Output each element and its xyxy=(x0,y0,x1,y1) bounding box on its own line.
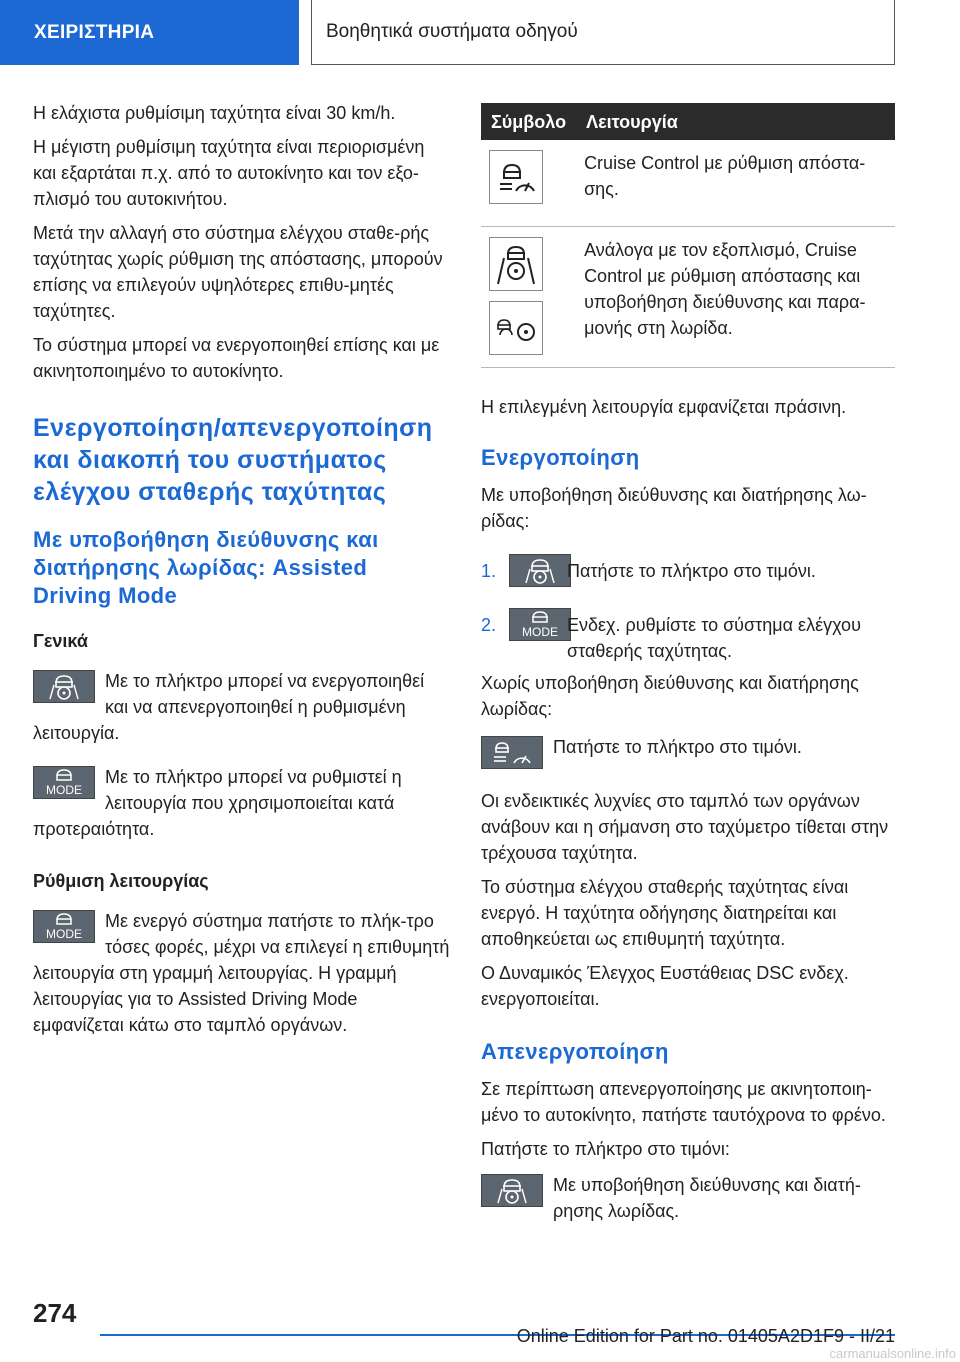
general-text-2: Με το πλήκτρο μπορεί να ρυθμιστεί η λειτουργία που χρησιμοποιείται κατά προτεραιότητα. xyxy=(33,767,402,839)
paragraph: Πατήστε το πλήκτρο στο τιμόνι: xyxy=(481,1139,730,1159)
cruise-control-distance-icon xyxy=(489,150,543,204)
left-column xyxy=(33,100,451,1046)
list-item xyxy=(481,554,895,590)
section-heading: Ενεργοποίηση/απενεργοποίηση και διακοπή του συστήματος ελέγχου σταθερής ταχύτητας xyxy=(33,414,433,506)
table-header-function: Λειτουργία xyxy=(576,103,895,140)
setting-item xyxy=(33,908,451,1038)
table-cell: Ανάλογα με τον εξοπλισμό, Cruise Control με ρύθμιση απόστασης και υποβοήθηση διεύθυνσης και παρα-μονής στη λωρίδα. xyxy=(576,227,895,368)
heading-deactivation: Απενεργοποίηση xyxy=(481,1039,669,1064)
paragraph: Με υποβοήθηση διεύθυνσης και διατήρησης λω-ρίδας: xyxy=(481,485,867,531)
general-item-2 xyxy=(33,764,451,842)
table-row xyxy=(481,227,895,368)
mode-button-icon xyxy=(509,608,571,641)
mode-button-icon xyxy=(33,910,95,943)
cruise-control-distance-icon xyxy=(481,736,543,769)
heading-setting: Ρύθμιση λειτουργίας xyxy=(33,871,209,891)
step-text: Ενδεχ. ρυθμίστε το σύστημα ελέγχου σταθερής ταχύτητας. xyxy=(567,615,861,661)
page-title: Βοηθητικά συστήματα οδηγού xyxy=(311,0,895,65)
assisted-driving-icon xyxy=(489,237,543,291)
paragraph: Η μέγιστη ρυθμίσιμη ταχύτητα είναι περιορισμένη και εξαρτάται π.χ. από το αυτοκίνητο και τον εξο-πλισμό του αυτοκινήτου. xyxy=(33,137,425,209)
table-cell: Cruise Control με ρύθμιση απόστα-σης. xyxy=(576,140,895,227)
assisted-driving-icon xyxy=(481,1174,543,1207)
heading-activation: Ενεργοποίηση xyxy=(481,445,640,470)
right-column xyxy=(481,103,895,1234)
mode-label: MODE xyxy=(46,927,82,941)
page-header xyxy=(0,0,960,66)
deactivate-item xyxy=(481,1172,895,1224)
assisted-driving-icon xyxy=(509,554,571,587)
mode-label: MODE xyxy=(522,625,558,639)
mode-button-icon xyxy=(33,766,95,799)
symbol-table xyxy=(481,103,895,368)
paragraph: Η επιλεγμένη λειτουργία εμφανίζεται πράσινη. xyxy=(481,397,847,417)
heading-general: Γενικά xyxy=(33,631,88,651)
paragraph: Ο Δυναμικός Έλεγχος Ευστάθειας DSC ενδεχ. ενεργοποιείται. xyxy=(481,963,849,1009)
setting-text: Με ενεργό σύστημα πατήστε το πλήκ-τρο τόσες φορές, μέχρι να επιλεγεί η επιθυμητή λειτουργία στη γραμμή λειτουργίας. Η γραμμή λειτουργίας για το Assisted Driving Mode εμφανίζεται κάτω στο ταμπλό οργάνων. xyxy=(33,911,450,1035)
list-item xyxy=(481,608,895,660)
table-row xyxy=(481,140,895,227)
paragraph: Χωρίς υποβοήθηση διεύθυνσης και διατήρησης λωρίδας: xyxy=(481,673,859,719)
page-number: 274 xyxy=(33,1298,77,1328)
section-tab: ΧΕΙΡΙΣΤΗΡΙΑ xyxy=(0,0,299,65)
general-item-1 xyxy=(33,668,451,746)
paragraph: Σε περίπτωση απενεργοποίησης με ακινητοποιη-μένο το αυτοκίνητο, πατήστε ταυτόχρονα το φρένο. xyxy=(481,1079,886,1125)
subsection-heading: Με υποβοήθηση διεύθυνσης και διατήρησης λωρίδας: Assisted Driving Mode xyxy=(33,527,379,608)
cruise-steering-icon xyxy=(489,301,543,355)
table-header-symbol: Σύμβολο xyxy=(481,103,576,140)
paragraph: Το σύστημα μπορεί να ενεργοποιηθεί επίσης και με ακινητοποιημένο το αυτοκίνητο. xyxy=(33,335,440,381)
step-number: 2. xyxy=(481,615,497,635)
watermark: carmanualsonline.info xyxy=(829,1346,956,1361)
step-text: Πατήστε το πλήκτρο στο τιμόνι. xyxy=(567,561,816,581)
edition-text: Online Edition for Part no. 01405A2D1F9 - II/21 xyxy=(516,1326,895,1346)
general-text-1: Με το πλήκτρο μπορεί να ενεργοποιηθεί και να απενεργοποιηθεί η ρυθμισμένη λειτουργία. xyxy=(33,671,425,743)
mode-label: MODE xyxy=(46,783,82,797)
paragraph: Μετά την αλλαγή στο σύστημα ελέγχου σταθε-ρής ταχύτητας χωρίς ρύθμιση της απόστασης, μπορούν επίσης να επιλεγούν υψηλότερες επιθυ-μητές ταχύτητες. xyxy=(33,223,443,321)
step-number: 1. xyxy=(481,561,497,581)
paragraph: Οι ενδεικτικές λυχνίες στο ταμπλό των οργάνων ανάβουν και η σήμανση στο ταχύμετρο τίθεται στην τρέχουσα ταχύτητα. xyxy=(481,791,889,863)
press-item xyxy=(481,734,895,774)
deactivate-text: Με υποβοήθηση διεύθυνσης και διατή-ρησης λωρίδας. xyxy=(553,1175,861,1221)
paragraph: Η ελάχιστα ρυθμίσιμη ταχύτητα είναι 30 km/h. xyxy=(33,103,396,123)
assisted-driving-icon xyxy=(33,670,95,703)
paragraph: Το σύστημα ελέγχου σταθερής ταχύτητας είναι ενεργό. Η ταχύτητα οδήγησης διατηρείται και αποθηκεύεται ως επιθυμητή ταχύτητα. xyxy=(481,877,849,949)
press-text: Πατήστε το πλήκτρο στο τιμόνι. xyxy=(553,737,802,757)
